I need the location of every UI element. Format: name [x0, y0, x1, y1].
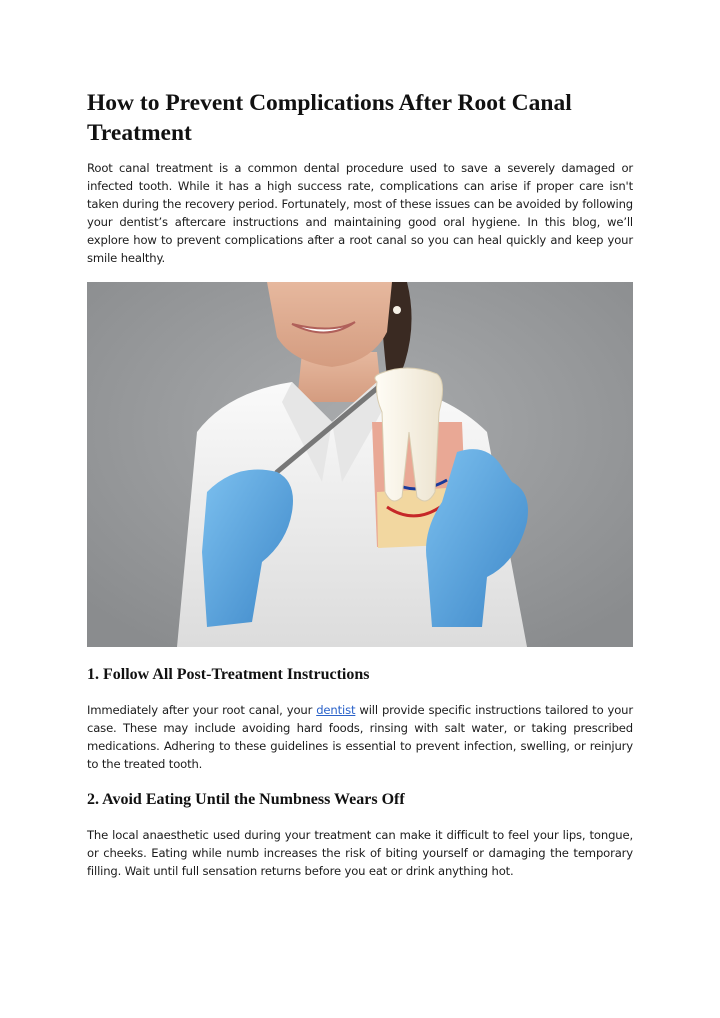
section-1-paragraph [87, 701, 633, 773]
section-2-heading: 2. Avoid Eating Until the Numbness Wears Off [87, 791, 405, 808]
section-1-text-after-link: will provide specific instructions tailored to your case. These may include avoiding hard foods, rinsing with salt water, or taking prescribed medications. Adhering to these guidelines is essential to prevent infection, swelling, or reinjury to the treated tooth. [87, 703, 633, 771]
dentist-link[interactable]: dentist [316, 703, 356, 717]
dentist-holding-tooth-model-photo [87, 282, 633, 647]
section-1-text-before-link: Immediately after your root canal, your [87, 703, 317, 717]
section-2-paragraph: The local anaesthetic used during your treatment can make it difficult to feel your lips, tongue, or cheeks. Eating while numb increases the risk of biting yourself or damaging the temporary filling. Wait until full sensation returns before you eat or drink anything hot. [87, 828, 633, 878]
article-title: How to Prevent Complications After Root Canal Treatment [87, 90, 572, 146]
section-1-heading: 1. Follow All Post-Treatment Instructions [87, 666, 370, 683]
intro-paragraph: Root canal treatment is a common dental procedure used to save a severely damaged or infected tooth. While it has a high success rate, complications can arise if proper care isn't taken during the recovery period. Fortunately, most of these issues can be avoided by following your dentist’s aftercare instructions and maintaining good oral hygiene. In this blog, we’ll explore how to prevent complications after a root canal so you can heal quickly and keep your smile healthy. [87, 161, 633, 265]
